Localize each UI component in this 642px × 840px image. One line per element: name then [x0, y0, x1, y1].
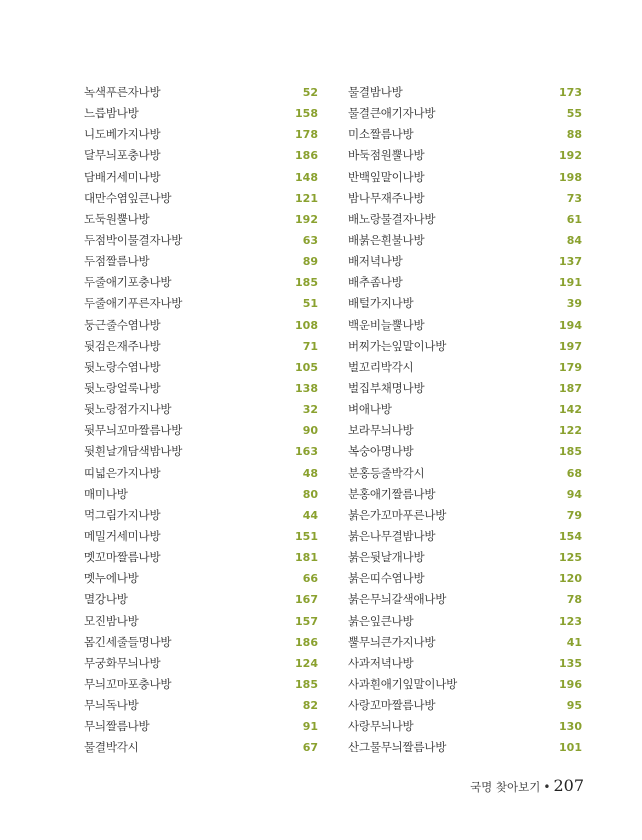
- index-entry: [348, 167, 582, 188]
- entry-page-number: 63: [302, 233, 318, 247]
- index-entry: [348, 695, 582, 716]
- entry-name: 모진밤나방: [84, 613, 139, 628]
- index-entry: [84, 526, 318, 547]
- entry-name: 도둑원뿔나방: [84, 211, 150, 226]
- entry-page-number: 44: [302, 508, 318, 522]
- index-entry: [348, 568, 582, 589]
- entry-name: 배추좀나방: [348, 275, 403, 290]
- entry-page-number: 123: [559, 614, 582, 628]
- entry-page-number: 89: [302, 255, 318, 269]
- entry-name: 배노랑물결자나방: [348, 211, 436, 226]
- page-footer: [470, 776, 584, 795]
- index-entry: [348, 526, 582, 547]
- entry-page-number: 179: [559, 360, 582, 374]
- index-entry: [348, 547, 582, 568]
- index-entry: [84, 399, 318, 420]
- index-entry: [84, 737, 318, 758]
- entry-page-number: 94: [566, 487, 582, 501]
- entry-page-number: 187: [559, 381, 582, 395]
- entry-name: 무궁화무늬나방: [84, 655, 161, 670]
- entry-name: 복숭아명나방: [348, 444, 414, 459]
- footer-section-label: 국명 찾아보기: [470, 780, 541, 794]
- entry-page-number: 71: [302, 339, 318, 353]
- entry-page-number: 130: [559, 720, 582, 734]
- entry-page-number: 101: [559, 741, 582, 755]
- index-list: [0, 82, 642, 762]
- index-entry: [84, 293, 318, 314]
- index-entry: [84, 103, 318, 124]
- index-entry: [84, 209, 318, 230]
- index-entry: [348, 463, 582, 484]
- entry-name: 붉은뒷날개나방: [348, 550, 425, 565]
- index-entry: [84, 188, 318, 209]
- index-entry: [348, 124, 582, 145]
- entry-page-number: 32: [302, 403, 318, 417]
- index-entry: [84, 484, 318, 505]
- entry-name: 밤나무재주나방: [348, 190, 425, 205]
- index-column-left: [84, 82, 318, 759]
- entry-page-number: 48: [302, 466, 318, 480]
- index-entry: [84, 230, 318, 251]
- entry-page-number: 197: [559, 339, 582, 353]
- footer-separator: •: [543, 780, 551, 794]
- entry-name: 보라무늬나방: [348, 423, 414, 438]
- entry-page-number: 154: [559, 529, 582, 543]
- entry-name: 바둑점원뿔나방: [348, 148, 425, 163]
- entry-page-number: 61: [566, 212, 582, 226]
- index-entry: [348, 420, 582, 441]
- entry-name: 두점짤름나방: [84, 254, 150, 269]
- entry-name: 물결박각시: [84, 740, 139, 755]
- entry-name: 배털가지나방: [348, 296, 414, 311]
- entry-name: 분홍등줄박각시: [348, 465, 425, 480]
- entry-page-number: 121: [295, 191, 318, 205]
- entry-page-number: 82: [302, 699, 318, 713]
- index-entry: [84, 695, 318, 716]
- index-entry: [84, 505, 318, 526]
- entry-name: 배붉은흰불나방: [348, 232, 425, 247]
- entry-name: 분홍애기짤름나방: [348, 486, 436, 501]
- entry-page-number: 91: [302, 720, 318, 734]
- index-entry: [84, 357, 318, 378]
- index-entry: [348, 716, 582, 737]
- entry-name: 뒷노랑얼룩나방: [84, 380, 161, 395]
- entry-name: 매미나방: [84, 486, 128, 501]
- index-entry: [84, 378, 318, 399]
- index-entry: [84, 716, 318, 737]
- index-entry: [84, 420, 318, 441]
- entry-page-number: 198: [559, 170, 582, 184]
- index-entry: [348, 632, 582, 653]
- entry-page-number: 88: [566, 128, 582, 142]
- entry-name: 멸강나방: [84, 592, 128, 607]
- index-entry: [348, 188, 582, 209]
- index-entry: [348, 674, 582, 695]
- entry-page-number: 157: [295, 614, 318, 628]
- index-entry: [348, 357, 582, 378]
- index-entry: [84, 272, 318, 293]
- entry-name: 사랑무늬나방: [348, 719, 414, 734]
- index-entry: [348, 737, 582, 758]
- entry-name: 벼애나방: [348, 402, 392, 417]
- index-column-right: [348, 82, 582, 759]
- entry-name: 물결큰애기자나방: [348, 106, 436, 121]
- index-entry: [84, 82, 318, 103]
- index-entry: [348, 251, 582, 272]
- entry-page-number: 79: [566, 508, 582, 522]
- entry-name: 달무늬포충나방: [84, 148, 161, 163]
- index-entry: [84, 632, 318, 653]
- entry-page-number: 196: [559, 677, 582, 691]
- entry-page-number: 185: [295, 677, 318, 691]
- index-entry: [84, 547, 318, 568]
- entry-name: 백운비늘뿔나방: [348, 317, 425, 332]
- index-entry: [348, 293, 582, 314]
- entry-page-number: 105: [295, 360, 318, 374]
- entry-name: 뿔무늬큰가지나방: [348, 634, 436, 649]
- entry-page-number: 185: [295, 276, 318, 290]
- index-entry: [84, 315, 318, 336]
- entry-name: 니도베가지나방: [84, 127, 161, 142]
- entry-page-number: 39: [566, 297, 582, 311]
- entry-page-number: 67: [302, 741, 318, 755]
- index-entry: [84, 568, 318, 589]
- index-entry: [348, 315, 582, 336]
- index-entry: [348, 399, 582, 420]
- entry-page-number: 148: [295, 170, 318, 184]
- entry-page-number: 124: [295, 656, 318, 670]
- entry-page-number: 84: [566, 233, 582, 247]
- entry-page-number: 120: [559, 572, 582, 586]
- index-entry: [84, 674, 318, 695]
- entry-name: 사과흰애기잎말이나방: [348, 676, 458, 691]
- index-entry: [348, 209, 582, 230]
- entry-name: 두줄애기포충나방: [84, 275, 172, 290]
- entry-name: 붉은띠수염나방: [348, 571, 425, 586]
- entry-page-number: 163: [295, 445, 318, 459]
- entry-page-number: 186: [295, 149, 318, 163]
- entry-name: 물결밤나방: [348, 85, 403, 99]
- entry-name: 배저녁나방: [348, 254, 403, 269]
- index-entry: [84, 653, 318, 674]
- entry-name: 무늬꼬마포충나방: [84, 676, 172, 691]
- entry-page-number: 41: [566, 635, 582, 649]
- entry-name: 느릅밤나방: [84, 106, 139, 121]
- index-entry: [84, 145, 318, 166]
- index-entry: [84, 251, 318, 272]
- entry-name: 산그물무늬짤름나방: [348, 740, 447, 755]
- index-entry: [348, 484, 582, 505]
- index-entry: [348, 611, 582, 632]
- entry-page-number: 68: [566, 466, 582, 480]
- index-entry: [348, 103, 582, 124]
- footer-page-number: 207: [553, 776, 584, 795]
- entry-page-number: 138: [295, 381, 318, 395]
- index-entry: [348, 230, 582, 251]
- entry-page-number: 137: [559, 255, 582, 269]
- entry-name: 담배거세미나방: [84, 169, 161, 184]
- entry-name: 뒷검은재주나방: [84, 338, 161, 353]
- entry-page-number: 194: [559, 318, 582, 332]
- index-entry: [348, 441, 582, 462]
- index-entry: [84, 441, 318, 462]
- entry-page-number: 80: [302, 487, 318, 501]
- entry-name: 버찌가는잎말이나방: [348, 338, 447, 353]
- index-entry: [348, 272, 582, 293]
- index-entry: [348, 653, 582, 674]
- entry-name: 붉은무늬갈색애나방: [348, 592, 447, 607]
- entry-page-number: 192: [295, 212, 318, 226]
- entry-name: 벌집부채명나방: [348, 380, 425, 395]
- entry-name: 멧누에나방: [84, 571, 139, 586]
- entry-name: 띠넓은가지나방: [84, 465, 161, 480]
- entry-name: 벌꼬리박각시: [348, 359, 414, 374]
- index-entry: [348, 505, 582, 526]
- index-entry: [348, 145, 582, 166]
- index-entry: [348, 378, 582, 399]
- index-entry: [84, 167, 318, 188]
- entry-name: 먹그림가지나방: [84, 507, 161, 522]
- entry-page-number: 55: [566, 107, 582, 121]
- index-entry: [348, 82, 582, 103]
- entry-name: 두줄애기푸른자나방: [84, 296, 183, 311]
- index-entry: [84, 124, 318, 145]
- entry-name: 뒷무늬꼬마짤름나방: [84, 423, 183, 438]
- entry-name: 뒷흰날개담색밤나방: [84, 444, 183, 459]
- entry-page-number: 125: [559, 551, 582, 565]
- index-entry: [84, 589, 318, 610]
- index-entry: [84, 463, 318, 484]
- entry-name: 몸긴세줄들명나방: [84, 634, 172, 649]
- entry-page-number: 73: [566, 191, 582, 205]
- entry-page-number: 78: [566, 593, 582, 607]
- entry-page-number: 108: [295, 318, 318, 332]
- entry-page-number: 158: [295, 107, 318, 121]
- index-entry: [84, 611, 318, 632]
- entry-name: 사랑꼬마짤름나방: [348, 698, 436, 713]
- entry-name: 붉은잎큰나방: [348, 613, 414, 628]
- entry-name: 녹색푸른자나방: [84, 85, 161, 99]
- entry-page-number: 178: [295, 128, 318, 142]
- index-entry: [348, 336, 582, 357]
- entry-name: 두점박이물결자나방: [84, 232, 183, 247]
- entry-name: 반백잎말이나방: [348, 169, 425, 184]
- entry-page-number: 185: [559, 445, 582, 459]
- entry-name: 대만수염잎큰나방: [84, 190, 172, 205]
- entry-name: 뒷노랑점가지나방: [84, 402, 172, 417]
- entry-page-number: 52: [302, 86, 318, 99]
- entry-page-number: 95: [566, 699, 582, 713]
- entry-name: 무늬짤름나방: [84, 719, 150, 734]
- entry-page-number: 186: [295, 635, 318, 649]
- entry-page-number: 181: [295, 551, 318, 565]
- entry-page-number: 167: [295, 593, 318, 607]
- index-entry: [348, 589, 582, 610]
- entry-page-number: 142: [559, 403, 582, 417]
- entry-page-number: 135: [559, 656, 582, 670]
- entry-page-number: 191: [559, 276, 582, 290]
- entry-name: 뒷노랑수염나방: [84, 359, 161, 374]
- entry-name: 미소짤름나방: [348, 127, 414, 142]
- entry-name: 멧꼬마짤름나방: [84, 550, 161, 565]
- entry-name: 사과저녁나방: [348, 655, 414, 670]
- entry-name: 메밀거세미나방: [84, 528, 161, 543]
- entry-name: 무늬독나방: [84, 698, 139, 713]
- entry-page-number: 66: [302, 572, 318, 586]
- entry-name: 붉은나무결밤나방: [348, 528, 436, 543]
- entry-page-number: 192: [559, 149, 582, 163]
- entry-name: 둥근줄수염나방: [84, 317, 161, 332]
- entry-page-number: 122: [559, 424, 582, 438]
- entry-page-number: 151: [295, 529, 318, 543]
- entry-page-number: 173: [559, 86, 582, 99]
- entry-page-number: 51: [302, 297, 318, 311]
- entry-page-number: 90: [302, 424, 318, 438]
- entry-name: 붉은가꼬마푸른나방: [348, 507, 447, 522]
- index-entry: [84, 336, 318, 357]
